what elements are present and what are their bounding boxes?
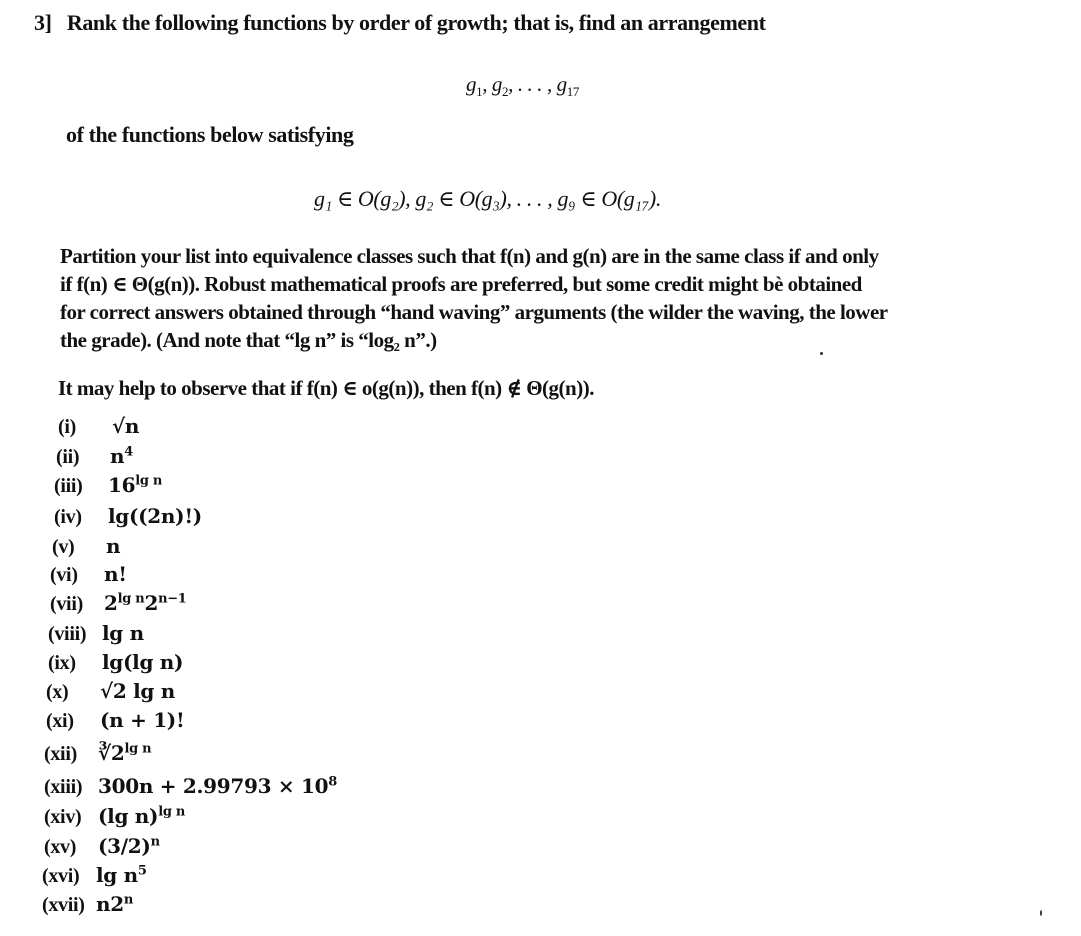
scan-speck xyxy=(1040,910,1042,916)
function-item: (vi) n! xyxy=(50,562,127,586)
function-item: (xvi) $\lg n^5$ xyxy=(42,863,147,887)
partition-line-3: for correct answers obtained through “hand waving” arguments (the wilder the waving, the lower xyxy=(60,300,888,324)
lead-in-text: of the functions below satisfying xyxy=(66,122,354,147)
function-item: (ix) lg(lg n) xyxy=(48,650,184,674)
function-item: (iv) lg((2n)!) xyxy=(54,504,202,528)
hint-text: It may help to observe that if f(n) ∈ o(g(n)), then f(n) ∉ Θ(g(n)). xyxy=(58,376,594,400)
function-item: (xvii) n2$^n$ xyxy=(42,892,134,916)
scan-speck xyxy=(820,352,823,355)
problem-number: 3] xyxy=(34,10,52,35)
function-item: (xiv) (lg n)$^{lg n}$ xyxy=(44,804,186,828)
function-item: (xiii) $300n + 2.99793 \times 10^8$ xyxy=(44,774,337,798)
problem-header xyxy=(34,10,766,36)
partition-paragraph xyxy=(60,242,1020,354)
function-item: (i) √n xyxy=(58,414,140,438)
function-item: (xi) (n + 1)! xyxy=(46,708,185,732)
function-item: (ii) $n^4$ xyxy=(56,444,133,468)
problem-header-text: Rank the following functions by order of growth; that is, find an arrangement xyxy=(66,10,766,35)
function-item: (v) n xyxy=(52,534,121,558)
partition-line-4: the grade). (And note that “lg n” is “log₂ n”.) xyxy=(60,328,437,352)
function-item: (xii) $∛2^{lg n}$ xyxy=(44,741,152,765)
function-item: (viii) lg n xyxy=(48,621,144,645)
function-item: (x) √2 lg n xyxy=(46,679,176,703)
function-item: (xv) $(3/2)^n$ xyxy=(44,834,160,858)
condition-equation: g₁ ∈ O(g₂), g₂ ∈ O(g₃), . . . , g₉ ∈ O(g₁₇). xyxy=(314,186,661,211)
function-item: (vii) $2^{lg n}2^{n-1}$ xyxy=(50,591,187,615)
partition-line-2: if f(n) ∈ Θ(g(n)). Robust mathematical proofs are preferred, but some credit might bè obtained xyxy=(60,272,862,296)
g-sequence: $g_1$, $g_2$, . . . , $g_{17}$ xyxy=(466,72,579,100)
function-item: (iii) $16^{lg n}$ xyxy=(54,473,163,497)
partition-line-1: Partition your list into equivalence classes such that f(n) and g(n) are in the same class if and only xyxy=(60,244,879,268)
